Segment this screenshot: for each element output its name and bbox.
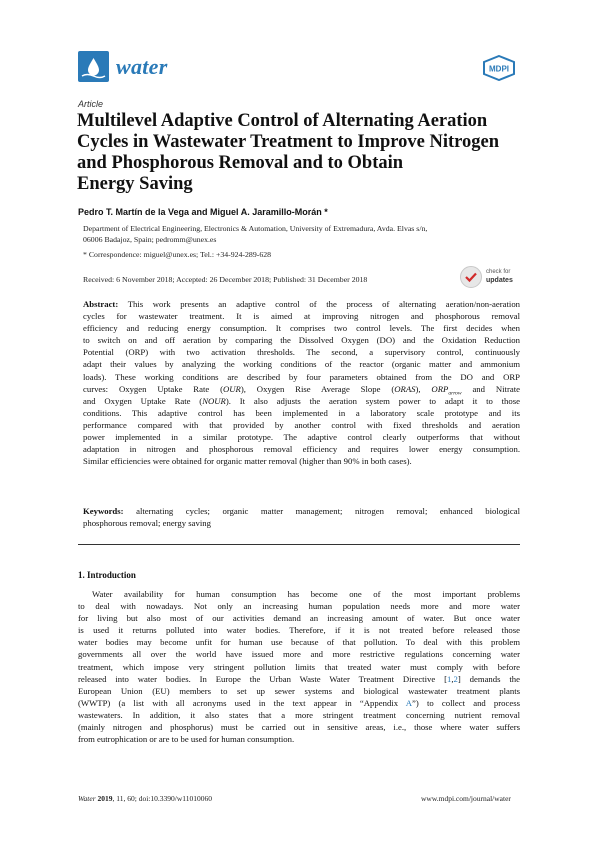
- abstract-line: curves: Oxygen Uptake Rate (OUR), Oxygen Rise Average Slope (ORAS), $ORP_{arrow}$ and Nitrate: [83, 383, 520, 395]
- intro-line: released into water bodies. In Europe the Urban Waste Water Treatment Directive [1,2] demands the: [78, 673, 520, 684]
- intro-line: from eutrophication or are to be used for human consumption.: [78, 734, 295, 745]
- section-heading: 1. Introduction: [78, 570, 136, 580]
- abstract-line: efficiency and reducing energy consumption. It comprises two control levels. The first decides when: [83, 323, 520, 334]
- journal-url[interactable]: www.mdpi.com/journal/water: [421, 794, 511, 803]
- abstract-line: and Oxygen Uptake Rate (NOUR). It also adjusts the aeration system power to adapt it to those: [83, 395, 520, 406]
- intro-line: European Union (EU) members to set up sewer systems and biological wastewater treatment plants: [78, 685, 520, 696]
- abstract-line: loads). These working conditions are described by four parameters obtained from the DO and ORP: [83, 371, 520, 382]
- abstract-line: Abstract: This work presents an adaptive control of the process of alternating aeration/non-aeration: [83, 299, 520, 309]
- intro-line: to deal with nowadays. Not only an increasing human population needs more and more water: [78, 601, 520, 612]
- affiliation-line: Department of Electrical Engineering, Electronics & Automation, University of Extremadura, Avda. Elvas s/n,: [83, 224, 428, 233]
- intro-line: governments all over the world have issued more and more restrictive regulations concerning water: [78, 649, 520, 660]
- check-for-updates-badge[interactable]: [460, 266, 522, 290]
- abstract-line: adaptation in nitrogen and phosphorous removal efficiency and requires lower energy consumption.: [83, 444, 520, 455]
- author-list: Pedro T. Martín de la Vega and Miguel A. Jaramillo-Morán *: [78, 207, 328, 217]
- intro-line: treatment, which impose very stringent pollution limits that treated water must comply with before: [78, 661, 520, 672]
- check-updates-icon: [460, 266, 482, 288]
- intro-line: for living but also most of our activities demand an increasing amount of water. But once water: [78, 613, 520, 624]
- abstract-label: Abstract:: [83, 299, 119, 309]
- section-divider: [78, 544, 520, 545]
- introduction-text: [78, 588, 520, 745]
- publication-dates: Received: 6 November 2018; Accepted: 26 December 2018; Published: 31 December 2018: [83, 275, 368, 284]
- mdpi-logo: [481, 55, 517, 81]
- article-title: [77, 111, 527, 195]
- intro-line: water bodies may become unfit for human use because of that pollution. To deal with this problem: [78, 637, 520, 648]
- intro-line: (WWTP) (a list with all acronyms used in the text appear in “Appendix A”) to collect and process: [78, 697, 520, 708]
- intro-line: wastewaters. In addition, it also states that a more stringent treatment concerning nutrient removal: [78, 709, 520, 720]
- title-line: Energy Saving: [77, 174, 193, 194]
- title-line: and Phosphorous Removal and to Obtain: [77, 153, 404, 173]
- check-updates-line2: updates: [486, 277, 513, 284]
- abstract-line: to switch on and off aeration by comparing the Dissolved Oxygen (DO) and the Oxidation Reduction: [83, 335, 520, 346]
- abstract-line: conditions. This adaptive control has been implemented in a laboratory scale prototype and its: [83, 407, 520, 418]
- keywords-line: phosphorous removal; energy saving: [83, 518, 211, 529]
- article-type: Article: [78, 99, 104, 109]
- citation-link[interactable]: 2: [453, 673, 458, 684]
- title-line: Multilevel Adaptive Control of Alternating Aeration: [77, 111, 488, 131]
- mdpi-logo-text: MDPI: [489, 64, 509, 74]
- abstract: [83, 298, 520, 467]
- intro-line: Water availability for human consumption has become one of the most important problems: [92, 589, 520, 599]
- affiliation-line: 06006 Badajoz, Spain; pedromm@unex.es: [83, 235, 217, 244]
- check-updates-line1: check for: [486, 269, 511, 275]
- journal-logo-icon: [78, 51, 109, 82]
- abstract-line: Similar efficiencies were obtained for organic matter removal (higher than 90% in both cases).: [83, 456, 412, 467]
- abstract-line: Potential (ORP) with two activation thresholds. The second, a supervisory control, continuously: [83, 347, 520, 358]
- correspondence: * Correspondence: miguel@unex.es; Tel.: +34-924-289-628: [83, 250, 272, 259]
- keywords: [83, 505, 520, 529]
- intro-line: is used it returns polluted into water bodies. Therefore, if it is not treated before released those: [78, 625, 520, 636]
- journal-name: water: [116, 54, 168, 79]
- keywords-label: Keywords:: [83, 506, 124, 516]
- citation-link[interactable]: 1: [446, 673, 452, 684]
- title-line: Cycles in Wastewater Treatment to Improve Nitrogen: [77, 132, 500, 152]
- citation-footer: Water 2019, 11, 60; doi:10.3390/w11010060: [78, 794, 212, 803]
- abstract-line: cycles for wastewater treatment. It is aimed at improving nitrogen and phosphorous removal: [83, 311, 520, 322]
- abstract-line: performance compared with that provided by another control with fixed thresholds and aeration: [83, 419, 520, 430]
- abstract-line: power implemented in a similar prototype. The adaptive control clearly outperforms that without: [83, 432, 520, 443]
- intro-line: (mainly nitrogen and phosphorus) must be carried out in sensitive areas, i.e., those where water suffers: [78, 722, 520, 733]
- affiliation: [83, 223, 523, 245]
- keywords-line: Keywords: alternating cycles; organic matter management; nitrogen removal; enhanced biological: [83, 506, 520, 516]
- appendix-link[interactable]: A: [405, 697, 413, 708]
- abstract-line: adapt their values by analyzing the working conditions of the reactor (organic matter and ammonium: [83, 359, 520, 370]
